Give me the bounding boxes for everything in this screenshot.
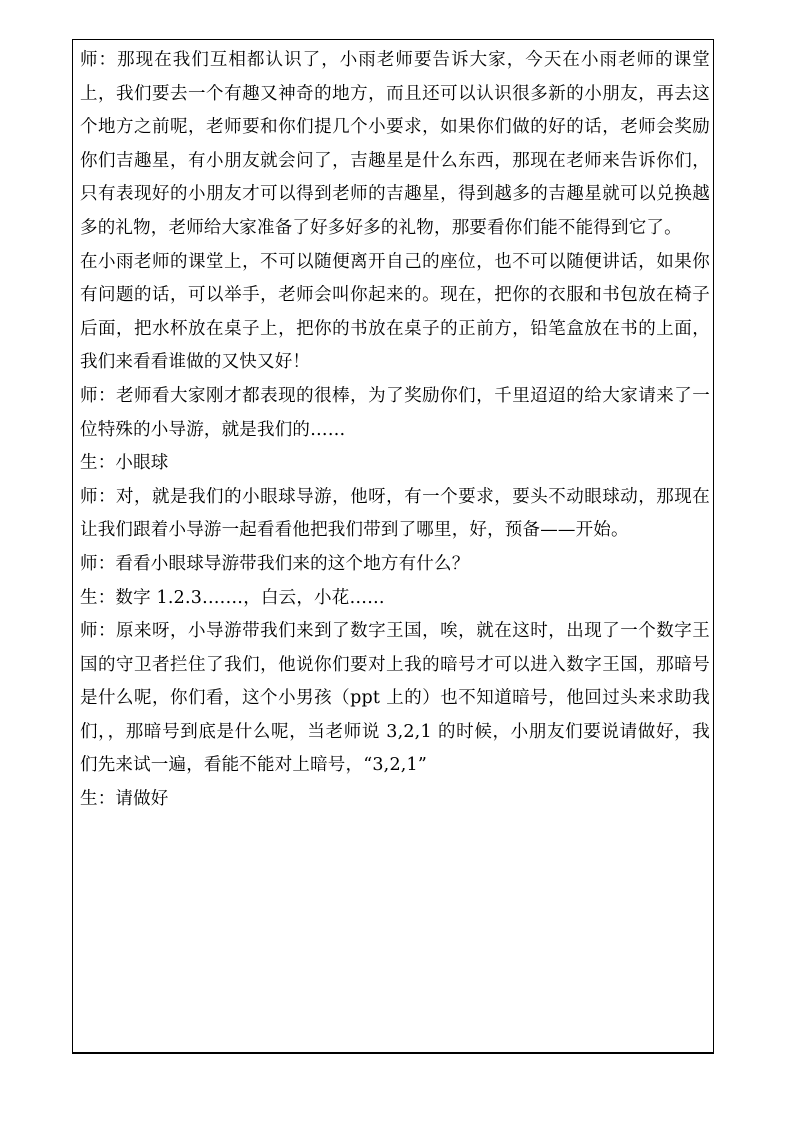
paragraph-teacher-guide: 师：老师看大家刚才都表现的很棒，为了奖励你们，千里迢迢的给大家请来了一位特殊的小导游，就是我们的…… [80,385,710,440]
paragraph-student-numbers: 生：数字 1.2.3.……，白云，小花…… [80,587,385,608]
paragraph-teacher-question: 师：看看小眼球导游带我们来的这个地方有什么？ [80,553,470,574]
paragraph-student-reply: 生：请做好 [80,789,169,810]
paragraph-classroom-rules: 在小雨老师的课堂上，不可以随便离开自己的座位，也不可以随便讲话，如果你有问题的话，可以举手，老师会叫你起来的。现在，把你的衣服和书包放在椅子后面，把水杯放在桌子上，把你的书放在桌子的正前方，铅笔盒放在书的上面，我们来看看谁做的又快又好！ [80,251,710,373]
lesson-transcript [80,44,710,817]
paragraph-teacher-eyeball: 师：对，就是我们的小眼球导游，他呀，有一个要求，要头不动眼球动，那现在让我们跟着小导游一起看看他把我们带到了哪里，好，预备——开始。 [80,486,710,541]
paragraph-teacher-intro: 师：那现在我们互相都认识了，小雨老师要告诉大家，今天在小雨老师的课堂上，我们要去一个有趣又神奇的地方，而且还可以认识很多新的小朋友，再去这个地方之前呢，老师要和你们提几个小要求，如果你们做的好的话，老师会奖励你们吉趣星，有小朋友就会问了，吉趣星是什么东西，那现在老师来告诉你们，只有表现好的小朋友才可以得到老师的吉趣星，得到越多的吉趣星就可以兑换越多的礼物，老师给大家准备了好多好多的礼物，那要看你们能不能得到它了。 [80,50,710,238]
paragraph-teacher-kingdom: 师：原来呀，小导游带我们来到了数字王国，唉，就在这时，出现了一个数字王国的守卫者拦住了我们，他说你们要对上我的暗号才可以进入数字王国，那暗号是什么呢，你们看，这个小男孩（ppt 上的）也不知道暗号，他回过头来求助我们，，那暗号到底是什么呢，当老师说 3,2,1 的时候，小朋友们要说请做好，我们先来试一遍，看能不能对上暗号，“3,2,1” [80,621,710,776]
paragraph-student-answer: 生：小眼球 [80,453,169,474]
